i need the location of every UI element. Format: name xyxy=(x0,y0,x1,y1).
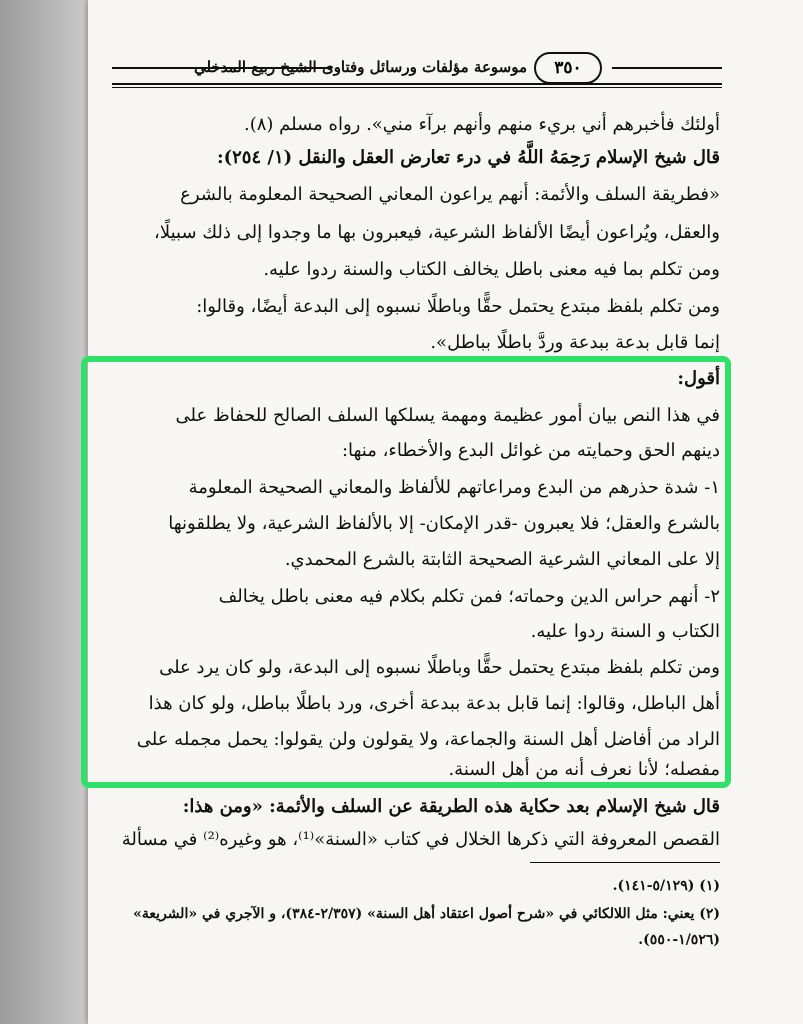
text-line: ١- شدة حذرهم من البدع ومراعاتهم للألفاظ والمعاني الصحيحة المعلومة xyxy=(188,477,720,498)
header-double-rule xyxy=(112,83,722,88)
running-header xyxy=(112,50,722,90)
text-line: مفصله؛ لأنا نعرف أنه من أهل السنة. xyxy=(448,759,720,780)
text-line: ومن تكلم بما فيه معنى باطل يخالف الكتاب والسنة ردوا عليه. xyxy=(263,259,720,280)
text-line: قال شيخ الإسلام رَحِمَهُ اللَّهُ في درء تعارض العقل والنقل (١/ ٢٥٤): xyxy=(216,147,720,168)
text-line: الكتاب و السنة ردوا عليه. xyxy=(530,621,720,642)
text-line: إنما قابل بدعة ببدعة وردَّ باطلًا بباطل». xyxy=(430,332,720,353)
footnote: (١) (٥/١٢٩-١٤١). xyxy=(612,878,720,894)
text-line: ومن تكلم بلفظ مبتدع يحتمل حقًّا وباطلًا نسبوه إلى البدعة أيضًا، وقالوا: xyxy=(196,296,720,317)
text-line: والعقل، ويُراعون أيضًا الألفاظ الشرعية، فيعبرون بها ما وجدوا إلى ذلك سبيلًا، xyxy=(154,222,720,243)
text-line: قال شيخ الإسلام بعد حكاية هذه الطريقة عن السلف والأئمة: «ومن هذا: xyxy=(182,796,720,817)
text-line: أقول: xyxy=(677,368,720,389)
text-line: القصص المعروفة التي ذكرها الخلال في كتاب «السنة»⁽¹⁾، هو وغيره⁽²⁾ في مسألة xyxy=(121,829,720,850)
footnote: (٢) يعني: مثل اللالكائي في «شرح أصول اعتقاد أهل السنة» (٢/٣٥٧-٣٨٤)، و الآجري في «الشريعة» xyxy=(133,906,720,922)
text-line: الراد من أفاضل أهل السنة والجماعة، ولا يقولون ولن يقولوا: يحمل مجمله على xyxy=(136,729,720,750)
footnote: (١/٥٢٦-٥٥٠). xyxy=(638,932,720,948)
text-line: ومن تكلم بلفظ مبتدع يحتمل حقًّا وباطلًا نسبوه إلى البدعة، ولو كان يرد على xyxy=(159,657,720,678)
header-rule-right xyxy=(612,67,722,69)
footnote-rule xyxy=(530,862,720,863)
text-line: بالشرع والعقل؛ فلا يعبرون -قدر الإمكان- إلا بالألفاظ الشرعية، ولا يطلقونها xyxy=(168,513,720,534)
text-line: «فطريقة السلف والأئمة: أنهم يراعون المعاني الصحيحة المعلومة بالشرع xyxy=(180,184,720,205)
text-line: إلا على المعاني الشرعية الصحيحة الثابتة بالشرع المحمدي. xyxy=(284,549,720,570)
page-number: ٣٥٠ xyxy=(534,52,602,84)
text-line: دينهم الحق وحمايته من غوائل البدع والأخطاء، منها: xyxy=(341,440,720,461)
text-line: في هذا النص بيان أمور عظيمة ومهمة يسلكها السلف الصالح للحفاظ على xyxy=(175,405,720,426)
text-line: أهل الباطل، وقالوا: إنما قابل بدعة ببدعة أخرى، ورد باطلًا بباطل، ولو كان هذا xyxy=(148,693,720,714)
text-line: أولئك فأخبرهم أني بريء منهم وأنهم برآء مني». رواه مسلم (٨). xyxy=(244,114,720,135)
header-title: موسوعة مؤلفات ورسائل وفتاوى الشيخ ربيع المدخلي xyxy=(194,58,527,76)
text-line: ٢- أنهم حراس الدين وحماته؛ فمن تكلم بكلام فيه معنى باطل يخالف xyxy=(218,586,720,607)
